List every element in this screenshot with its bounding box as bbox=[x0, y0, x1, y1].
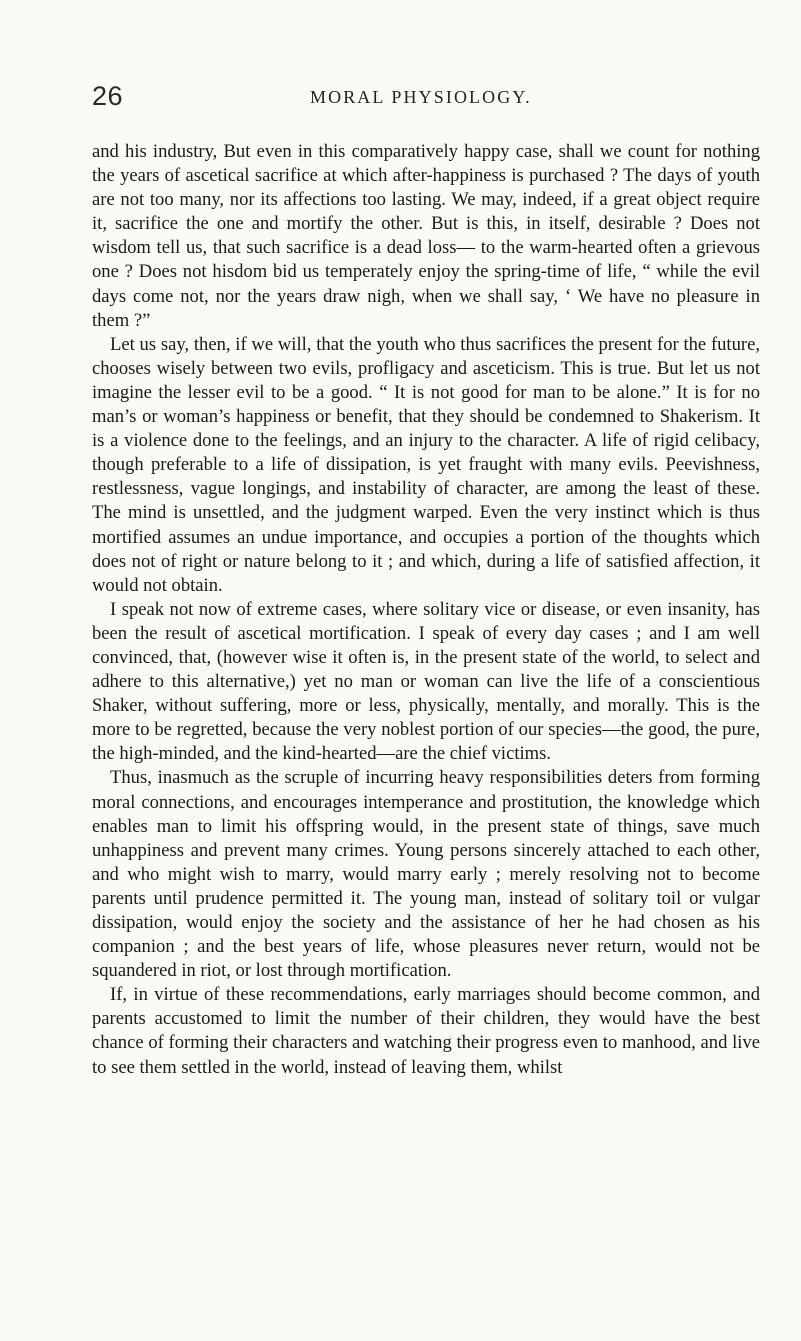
paragraph-2: Let us say, then, if we will, that the youth who thus sacrifices the present for the future, chooses wisely between two evils, profligacy and asceticism. This is true. But let us not imagine the lesser evil to be a good. “ It is not good for man to be alone.” It is for no man’s or woman’s happiness or benefit, that they should be condemned to Shakerism. It is a violence done to the feelings, and an injury to the character. A life of rigid celibacy, though preferable to a life of dissipation, is yet fraught with many evils. Peevishness, restlessness, vague longings, and instability of character, are among the least of these. The mind is unsettled, and the judgment warped. Even the very instinct which is thus mortified assumes an undue importance, and occupies a portion of the thoughts which does not of right or nature belong to it ; and which, during a life of satisfied affection, it would not obtain. bbox=[92, 333, 760, 596]
body-text bbox=[92, 140, 760, 1080]
page-number: 26 bbox=[92, 81, 124, 111]
paragraph-4: Thus, inasmuch as the scruple of incurring heavy responsibilities deters from forming moral connections, and encourages intemperance and prostitution, the knowledge which enables man to limit his offspring would, in the present state of things, save much unhappiness and prevent many crimes. Young persons sincerely attached to each other, and who might wish to marry, would marry early ; merely resolving not to become parents until prudence permitted it. The young man, instead of solitary toil or vulgar dissipation, would enjoy the society and the assistance of her he had chosen as his companion ; and the best years of life, whose pleasures never return, would not be squandered in riot, or lost through mortification. bbox=[92, 767, 760, 982]
paragraph-5: If, in virtue of these recommendations, early marriages should become common, and parents accustomed to limit the number of their children, they would have the best chance of forming their characters and watching their progress even to manhood, and live to see them settled in the world, instead of leaving them, whilst bbox=[92, 984, 760, 1078]
page-header bbox=[92, 80, 756, 120]
paragraph-1: and his industry, But even in this comparatively happy case, shall we count for nothing the years of ascetical sacrifice at which after-happiness is purchased ? The days of youth are not too many, nor its affections too lasting. We may, indeed, if a great object require it, sacrifice the one and mortify the other. But is this, in itself, desirable ? Does not wisdom tell us, that such sacrifice is a dead loss— to the warm-hearted often a grievous one ? Does not hisdom bid us temperately enjoy the spring-time of life, “ while the evil days come not, nor the years draw nigh, when we shall say, ‘ We have no pleasure in them ?” bbox=[92, 141, 760, 331]
running-head: MORAL PHYSIOLOGY. bbox=[310, 87, 532, 107]
paragraph-3: I speak not now of extreme cases, where solitary vice or disease, or even insanity, has been the result of ascetical mortification. I speak of every day cases ; and I am well convinced, that, (however wise it often is, in the present state of the world, to select and adhere to this alternative,) yet no man or woman can live the life of a conscientious Shaker, without suffering, more or less, physically, mentally, and morally. This is the more to be regretted, because the very noblest portion of our species—the good, the pure, the high-minded, and the kind-hearted—are the chief victims. bbox=[92, 598, 760, 765]
